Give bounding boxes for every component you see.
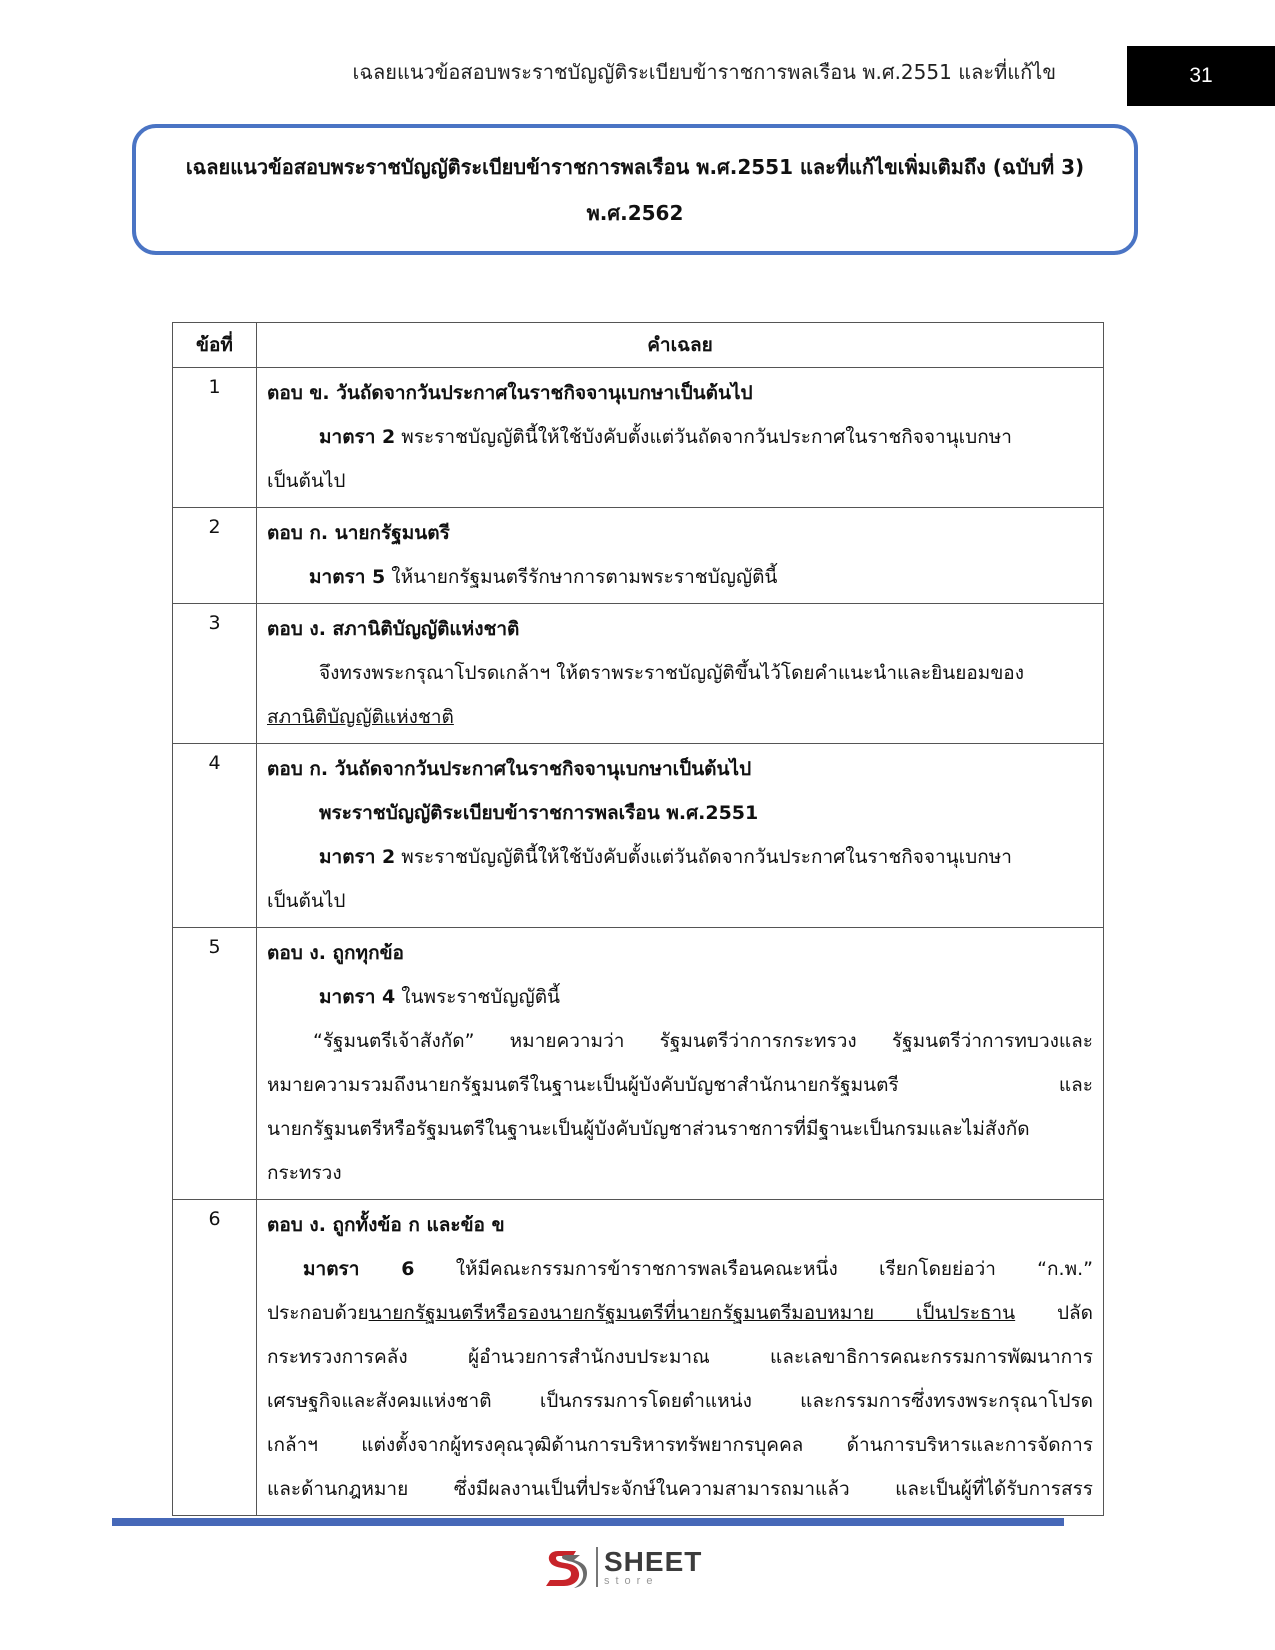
running-header: เฉลยแนวข้อสอบพระราชบัญญัติระเบียบข้าราชการพลเรือน พ.ศ.2551 และที่แก้ไข [352, 60, 1056, 84]
question-number: 3 [173, 604, 257, 744]
definition-line: กระทรวง [267, 1162, 342, 1184]
logo-word: SHEET [604, 1545, 703, 1577]
section-text: พระราชบัญญัตินี้ให้ใช้บังคับตั้งแต่วันถัดจากวันประกาศในราชกิจจานุเบกษา [395, 846, 1012, 868]
section-text-cont: เศรษฐกิจและสังคมแห่งชาติ เป็นกรรมการโดยตำแหน่ง และกรรมการซึ่งทรงพระกรุณาโปรด [267, 1390, 1093, 1412]
question-number: 1 [173, 368, 257, 508]
answer-line: ตอบ ข. วันถัดจากวันประกาศในราชกิจจานุเบกษาเป็นต้นไป [267, 382, 753, 404]
page-number: 31 [1127, 46, 1275, 106]
table-row [173, 744, 1104, 928]
section-label: มาตรา 5 [309, 566, 386, 588]
logo-subword: store [604, 1574, 659, 1587]
section-label: มาตรา 6 [303, 1258, 415, 1280]
question-number: 6 [173, 1200, 257, 1516]
footer-bar [112, 1518, 1064, 1526]
question-number: 4 [173, 744, 257, 928]
answer-cell [257, 928, 1104, 1200]
section-line [267, 975, 1093, 1019]
section-text-cont: เป็นต้นไป [267, 470, 346, 492]
section-text-cont [267, 1291, 1093, 1335]
column-header-answer: คำเฉลย [257, 323, 1104, 368]
section-label: มาตรา 2 [319, 426, 396, 448]
definition-line: หมายความรวมถึงนายกรัฐมนตรีในฐานะเป็นผู้บังคับบัญชาสำนักนายกรัฐมนตรี และ [267, 1074, 1093, 1096]
section-text-cont: และด้านกฎหมาย ซึ่งมีผลงานเป็นที่ประจักษ์ในความสามารถมาแล้ว และเป็นผู้ที่ได้รับการสรร [267, 1478, 1093, 1500]
section-line [267, 1247, 1093, 1291]
section-text: พระราชบัญญัตินี้ให้ใช้บังคับตั้งแต่วันถัดจากวันประกาศในราชกิจจานุเบกษา [395, 426, 1012, 448]
explanation-line-underlined: สภานิติบัญญัติแห่งชาติ [267, 706, 454, 728]
section-label: มาตรา 2 [319, 846, 396, 868]
section-text: ให้นายกรัฐมนตรีรักษาการตามพระราชบัญญัตินี้ [385, 566, 778, 588]
answer-cell [257, 508, 1104, 604]
section-line [267, 555, 1093, 599]
question-number: 5 [173, 928, 257, 1200]
answer-cell [257, 368, 1104, 508]
answer-cell [257, 604, 1104, 744]
title-line-1: เฉลยแนวข้อสอบพระราชบัญญัติระเบียบข้าราชการพลเรือน พ.ศ.2551 และที่แก้ไขเพิ่มเติมถึง (ฉบับที่ 3) [185, 154, 1085, 179]
column-header-number: ข้อที่ [173, 323, 257, 368]
answer-cell [257, 744, 1104, 928]
logo-s-icon [538, 1541, 590, 1593]
act-subheading: พระราชบัญญัติระเบียบข้าราชการพลเรือน พ.ศ.2551 [319, 802, 759, 824]
table-row [173, 928, 1104, 1200]
explanation-line: จึงทรงพระกรุณาโปรดเกล้าฯ ให้ตราพระราชบัญญัติขึ้นไว้โดยคำแนะนำและยินยอมของ [319, 662, 1024, 684]
table-row [173, 368, 1104, 508]
section-text-cont: เป็นต้นไป [267, 890, 346, 912]
section-text-post: ปลัด [1015, 1302, 1093, 1324]
section-text: ให้มีคณะกรรมการข้าราชการพลเรือนคณะหนึ่ง เรียกโดยย่อว่า “ก.พ.” [414, 1258, 1093, 1280]
section-text: ในพระราชบัญญัตินี้ [395, 986, 561, 1008]
section-label: มาตรา 4 [319, 986, 396, 1008]
section-text-cont: เกล้าฯ แต่งตั้งจากผู้ทรงคุณวุฒิด้านการบริหารทรัพยากรบุคคล ด้านการบริหารและการจัดการ [267, 1434, 1093, 1456]
table-header-row [173, 323, 1104, 368]
answer-table [172, 322, 1104, 1516]
definition-line: นายกรัฐมนตรีหรือรัฐมนตรีในฐานะเป็นผู้บังคับบัญชาส่วนราชการที่มีฐานะเป็นกรมและไม่สังกัด [267, 1118, 1030, 1140]
section-line [267, 415, 1093, 459]
table-row [173, 604, 1104, 744]
definition-line: “รัฐมนตรีเจ้าสังกัด” หมายความว่า รัฐมนตรีว่าการกระทรวง รัฐมนตรีว่าการทบวงและ [313, 1030, 1093, 1052]
title-box [132, 124, 1138, 255]
answer-line: ตอบ ก. นายกรัฐมนตรี [267, 522, 450, 544]
section-text-cont: กระทรวงการคลัง ผู้อำนวยการสำนักงบประมาณ และเลขาธิการคณะกรรมการพัฒนาการ [267, 1346, 1093, 1368]
table-row [173, 508, 1104, 604]
answer-cell [257, 1200, 1104, 1516]
section-text-underlined: นายกรัฐมนตรีหรือรองนายกรัฐมนตรีที่นายกรัฐมนตรีมอบหมาย เป็นประธาน [368, 1302, 1016, 1324]
document-title [186, 144, 1084, 236]
logo-divider [596, 1547, 598, 1587]
answer-line: ตอบ ง. ถูกทั้งข้อ ก และข้อ ข [267, 1214, 505, 1236]
section-text-pre: ประกอบด้วย [267, 1302, 369, 1324]
answer-line: ตอบ ง. สภานิติบัญญัติแห่งชาติ [267, 618, 520, 640]
answer-line: ตอบ ก. วันถัดจากวันประกาศในราชกิจจานุเบกษาเป็นต้นไป [267, 758, 752, 780]
logo-text [604, 1545, 703, 1587]
title-line-2: พ.ศ.2562 [586, 200, 684, 225]
sheet-store-logo [538, 1540, 702, 1594]
table-row [173, 1200, 1104, 1516]
answer-line: ตอบ ง. ถูกทุกข้อ [267, 942, 404, 964]
section-line [267, 835, 1093, 879]
question-number: 2 [173, 508, 257, 604]
